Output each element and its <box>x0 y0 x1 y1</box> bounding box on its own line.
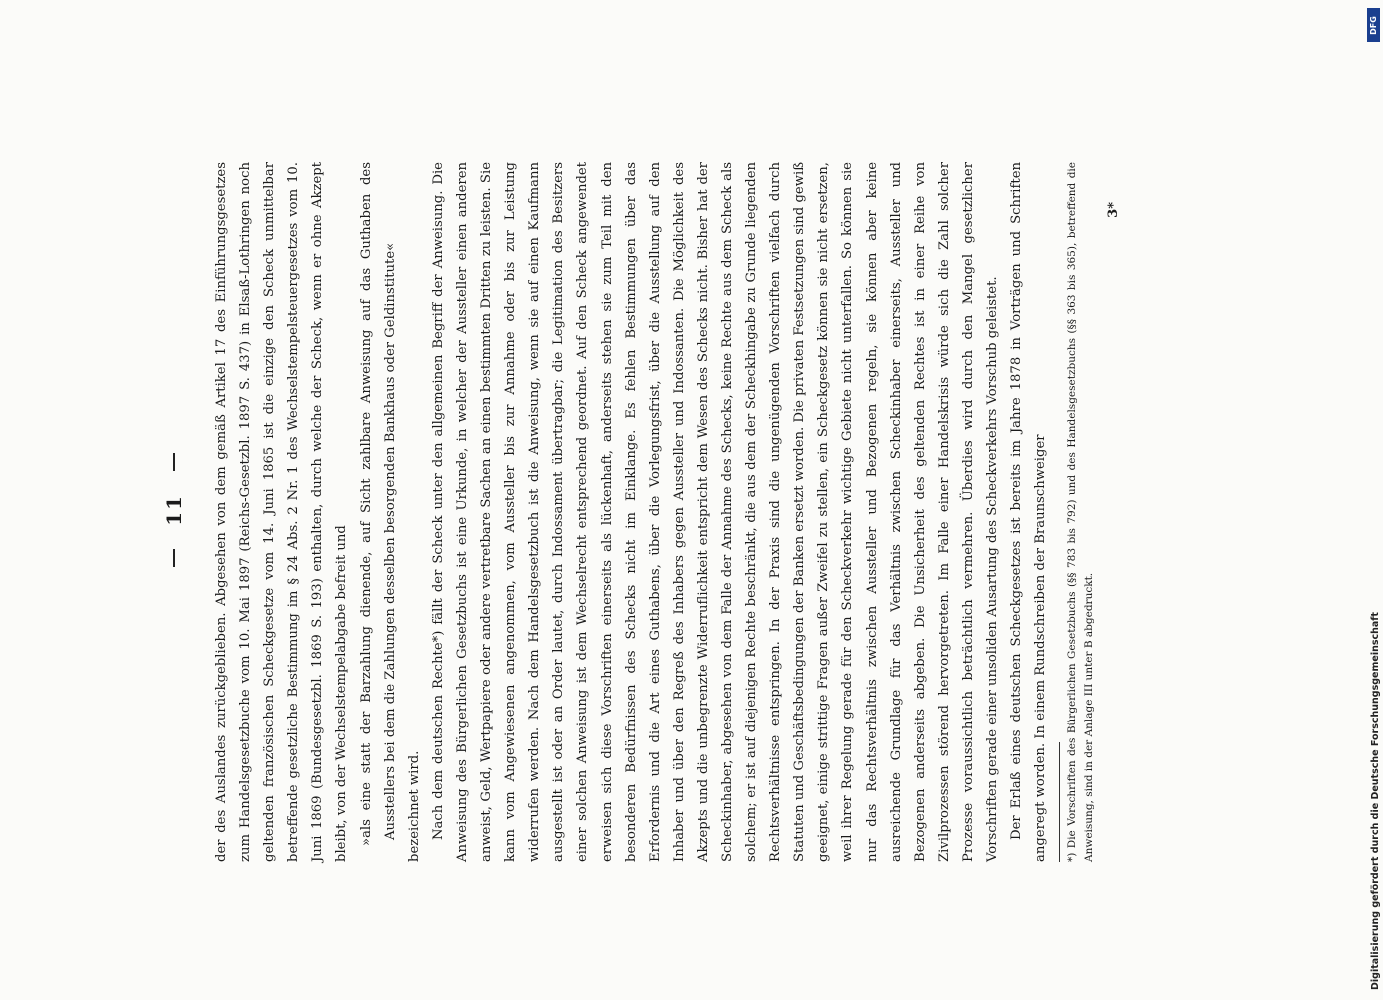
paragraph-2: bezeichnet wird. <box>406 750 422 862</box>
text-column <box>170 162 1126 862</box>
digitization-credit: Digitalisierung gefördert durch die Deutsche Forschungsgemeinschaft <box>1370 612 1381 990</box>
footnote: *) Die Vorschriften des Bürgerlichen Gesetzbuchs (§§ 783 bis 792) und des Handelsgesetzbuchs (§§ 363 bis 365), betreffend die Anweisung, sind in der Anlage III unter B abgedruckt. <box>1066 162 1096 862</box>
page-number: 11 <box>161 494 186 526</box>
dfg-logo <box>1367 8 1380 42</box>
quoted-definition: »als eine statt der Barzahlung dienende, auf Sicht zahlbare Anweisung auf das Guthaben des Ausstellers bei dem die Zahlungen desselben besorgenden Bankhaus oder Geldinstitute« <box>358 162 398 846</box>
paragraph-3: Nach dem deutschen Rechte*) fällt der Scheck unter den allgemeinen Begriff der Anweisung. Die Anweisung des Bürgerlichen Gesetzbuchs ist eine Urkunde, in welcher der Aussteller einen anderen anweist, Geld, Wertpapiere oder andere vertretbare Sachen an einen bestimmten Dritten zu leisten. Sie kann vom Angewiesenen angenommen, vom Aussteller bis zur Annahme oder bis zur Leistung widerrufen werden. Nach dem Handelsgesetzbuch ist die Anweisung, wenn sie auf einen Kaufmann ausgestellt ist oder an Order lautet, durch Indossament übertragbar; die Legitimation des Besitzers einer solchen Anweisung ist dem Wechselrecht entsprechend geordnet. Auf den Scheck angewendet erweisen sich diese Vorschriften einerseits als lückenhaft, anderseits stehen sie zum Teil mit den besonderen Bedürfnissen des Schecks nicht im Einklange. Es fehlen Bestimmungen über das Erfordernis und die Art eines Guthabens, über die Vorlegungsfrist, über die Ausstellung auf den Inhaber und über den Regreß des Inhabers gegen Aussteller und Indossanten. Die Möglichkeit des Akzepts und die unbegrenzte Widerruflichkeit entspricht dem Wesen des Schecks nicht. Bisher hat der Scheckinhaber, abgesehen von dem Falle der Annahme des Schecks, keine Rechte aus dem Scheck als solchem; er ist auf diejenigen Rechte beschränkt, die aus dem der Scheckhingabe zu Grunde liegenden Rechtsverhältnisse entspringen. In der Praxis sind die ungenügenden Vorschriften vielfach durch Statuten und Geschäftsbedingungen der Banken ersetzt worden. Die privaten Festsetzungen sind gewiß geeignet, einige strittige Fragen außer Zweifel zu stellen, ein Scheckgesetz können sie nicht ersetzen, weil ihrer Regelung gerade für den Scheckverkehr wichtige Gebiete nicht unterfallen. So können sie nur das Rechtsverhältnis zwischen Aussteller und Bezogenen regeln, sie können aber keine ausreichende Grundlage für das Verhältnis zwischen Scheckinhaber einerseits, Aussteller und Bezogenen anderseits abgeben. Die Unsicherheit des geltenden Rechtes ist in einer Reihe von Zivilprozessen störend hervorgetreten. Im Falle einer Handelskrisis würde sich die Zahl solcher Prozesse voraussichtlich beträchtlich vermehren. Überdies wird durch den Mangel gesetzlicher Vorschriften gerade einer unsoliden Ausartung des Scheckverkehrs Vorschub geleistet. <box>430 162 1000 862</box>
paragraph-4: Der Erlaß eines deutschen Scheckgesetzes ist bereits im Jahre 1878 in Vorträgen und Schriften angeregt worden. In einem Rundschreiben der Braunschweiger <box>1009 162 1049 862</box>
text-block <box>170 162 1230 862</box>
footnote-separator <box>1059 742 1060 862</box>
paragraph-1: der des Auslandes zurückgeblieben. Abgesehen von dem gemäß Artikel 17 des Einführungsgesetzes zum Handelsgesetzbuche vom 10. Mai 1897 (Reichs-Gesetzbl. 1897 S. 437) in Elsaß-Lothringen noch geltenden französischen Scheckgesetze vom 14. Juni 1865 ist die einzige den Scheck unmittelbar betreffende gesetzliche Bestimmung im § 24 Abs. 2 Nr. 1 des Wechselstempelsteuergesetzes vom 10. Juni 1869 (Bundesgesetzbl. 1869 S. 193) enthalten, durch welche der Scheck, wenn er ohne Akzept bleibt, von der Wechselstempelabgabe befreit und <box>214 162 350 862</box>
dfg-logo-text: DFG <box>1369 15 1379 35</box>
signature-mark: 3* <box>1106 202 1122 218</box>
